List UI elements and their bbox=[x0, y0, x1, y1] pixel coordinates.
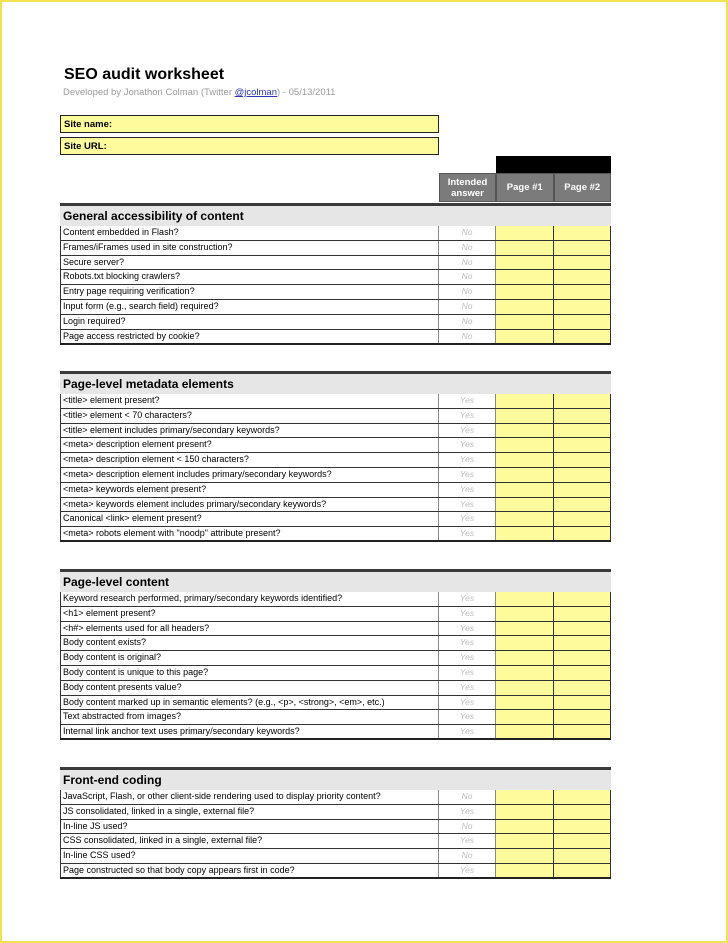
page1-answer-cell[interactable] bbox=[496, 241, 554, 255]
intended-answer-cell: Yes bbox=[439, 805, 496, 819]
site-url-field[interactable] bbox=[60, 137, 439, 155]
page2-answer-cell[interactable] bbox=[554, 424, 612, 438]
question-cell: Canonical <link> element present? bbox=[60, 512, 439, 526]
page1-answer-cell[interactable] bbox=[496, 394, 554, 408]
subtitle-prefix: Developed by Jonathon Colman (Twitter bbox=[63, 87, 235, 98]
page2-answer-cell[interactable] bbox=[554, 820, 612, 834]
table-row bbox=[60, 820, 611, 835]
page2-answer-cell[interactable] bbox=[554, 483, 612, 497]
page1-answer-cell[interactable] bbox=[496, 527, 554, 540]
page1-answer-cell[interactable] bbox=[496, 468, 554, 482]
page2-answer-cell[interactable] bbox=[554, 651, 612, 665]
table-row bbox=[60, 681, 611, 696]
page1-answer-cell[interactable] bbox=[496, 805, 554, 819]
question-cell: Text abstracted from images? bbox=[60, 710, 439, 724]
question-cell: Body content marked up in semantic elements? (e.g., <p>, <strong>, <em>, etc.) bbox=[60, 696, 439, 710]
page1-answer-cell[interactable] bbox=[496, 270, 554, 284]
table-row bbox=[60, 270, 611, 285]
intended-answer-cell: No bbox=[439, 285, 496, 299]
page1-answer-cell[interactable] bbox=[496, 453, 554, 467]
question-cell: Robots.txt blocking crawlers? bbox=[60, 270, 439, 284]
intended-answer-cell: Yes bbox=[439, 592, 496, 606]
question-cell: Frames/iFrames used in site construction? bbox=[60, 241, 439, 255]
table-row bbox=[60, 409, 611, 424]
question-cell: Secure server? bbox=[60, 256, 439, 270]
page2-answer-cell[interactable] bbox=[554, 498, 612, 512]
page2-answer-cell[interactable] bbox=[554, 512, 612, 526]
page2-answer-cell[interactable] bbox=[554, 636, 612, 650]
table-row bbox=[60, 330, 611, 345]
intended-answer-cell: Yes bbox=[439, 394, 496, 408]
table-row bbox=[60, 315, 611, 330]
section bbox=[60, 767, 611, 879]
page1-answer-cell[interactable] bbox=[496, 483, 554, 497]
page2-answer-cell[interactable] bbox=[554, 696, 612, 710]
intended-answer-cell: No bbox=[439, 241, 496, 255]
page1-answer-cell[interactable] bbox=[496, 681, 554, 695]
table-row bbox=[60, 725, 611, 740]
question-cell: <meta> description element present? bbox=[60, 438, 439, 452]
intended-answer-cell: Yes bbox=[439, 498, 496, 512]
table-row bbox=[60, 300, 611, 315]
question-cell: In-line JS used? bbox=[60, 820, 439, 834]
page2-answer-cell[interactable] bbox=[554, 592, 612, 606]
intended-answer-cell: Yes bbox=[439, 725, 496, 738]
question-cell: CSS consolidated, linked in a single, external file? bbox=[60, 834, 439, 848]
page2-answer-cell[interactable] bbox=[554, 285, 612, 299]
section-title: Page-level metadata elements bbox=[60, 371, 611, 394]
section-title: Page-level content bbox=[60, 569, 611, 592]
intended-answer-cell: No bbox=[439, 330, 496, 343]
table-row bbox=[60, 805, 611, 820]
question-cell: Page constructed so that body copy appears first in code? bbox=[60, 864, 439, 877]
page2-answer-cell[interactable] bbox=[554, 790, 612, 804]
table-row bbox=[60, 468, 611, 483]
page1-answer-cell[interactable] bbox=[496, 864, 554, 877]
page2-answer-cell[interactable] bbox=[554, 256, 612, 270]
intended-answer-cell: No bbox=[439, 849, 496, 863]
question-cell: Entry page requiring verification? bbox=[60, 285, 439, 299]
intended-answer-cell: Yes bbox=[439, 622, 496, 636]
page1-answer-cell[interactable] bbox=[496, 651, 554, 665]
question-cell: <title> element present? bbox=[60, 394, 439, 408]
page1-answer-cell[interactable] bbox=[496, 834, 554, 848]
table-row bbox=[60, 834, 611, 849]
page1-answer-cell[interactable] bbox=[496, 512, 554, 526]
site-name-label: Site name: bbox=[64, 119, 113, 130]
page1-answer-cell[interactable] bbox=[496, 710, 554, 724]
question-cell: Body content is unique to this page? bbox=[60, 666, 439, 680]
question-cell: Body content is original? bbox=[60, 651, 439, 665]
intended-answer-cell: Yes bbox=[439, 527, 496, 540]
table-row bbox=[60, 438, 611, 453]
question-cell: <meta> description element < 150 characters? bbox=[60, 453, 439, 467]
page2-answer-cell[interactable] bbox=[554, 241, 612, 255]
table-row bbox=[60, 849, 611, 864]
table-row bbox=[60, 394, 611, 409]
table-row bbox=[60, 592, 611, 607]
page2-answer-cell[interactable] bbox=[554, 725, 612, 738]
question-cell: Internal link anchor text uses primary/secondary keywords? bbox=[60, 725, 439, 738]
page1-header: Page #1 bbox=[496, 173, 554, 202]
table-row bbox=[60, 498, 611, 513]
table-row bbox=[60, 864, 611, 879]
intended-answer-cell: Yes bbox=[439, 409, 496, 423]
page2-answer-cell[interactable] bbox=[554, 409, 612, 423]
table-row bbox=[60, 651, 611, 666]
page2-header: Page #2 bbox=[554, 173, 612, 202]
page2-answer-cell[interactable] bbox=[554, 710, 612, 724]
section-rows bbox=[60, 394, 611, 542]
question-cell: <h#> elements used for all headers? bbox=[60, 622, 439, 636]
question-cell: <meta> keywords element present? bbox=[60, 483, 439, 497]
intended-answer-cell: Yes bbox=[439, 681, 496, 695]
table-row bbox=[60, 226, 611, 241]
intended-answer-cell: Yes bbox=[439, 834, 496, 848]
table-row bbox=[60, 483, 611, 498]
question-cell: <title> element includes primary/secondary keywords? bbox=[60, 424, 439, 438]
page1-answer-cell[interactable] bbox=[496, 285, 554, 299]
page2-answer-cell[interactable] bbox=[554, 226, 612, 240]
question-cell: In-line CSS used? bbox=[60, 849, 439, 863]
page1-answer-cell[interactable] bbox=[496, 790, 554, 804]
table-row bbox=[60, 666, 611, 681]
page2-answer-cell[interactable] bbox=[554, 805, 612, 819]
page-subtitle bbox=[63, 87, 335, 98]
intended-answer-cell: Yes bbox=[439, 468, 496, 482]
table-row bbox=[60, 256, 611, 271]
page2-answer-cell[interactable] bbox=[554, 666, 612, 680]
page1-answer-cell[interactable] bbox=[496, 592, 554, 606]
section bbox=[60, 569, 611, 740]
intended-answer-cell: No bbox=[439, 790, 496, 804]
page2-answer-cell[interactable] bbox=[554, 607, 612, 621]
question-cell: Content embedded in Flash? bbox=[60, 226, 439, 240]
intended-answer-cell: Yes bbox=[439, 666, 496, 680]
section-rows bbox=[60, 592, 611, 740]
column-header-bar bbox=[496, 156, 611, 173]
table-row bbox=[60, 696, 611, 711]
table-row bbox=[60, 241, 611, 256]
page1-answer-cell[interactable] bbox=[496, 696, 554, 710]
page1-answer-cell[interactable] bbox=[496, 725, 554, 738]
page2-answer-cell[interactable] bbox=[554, 864, 612, 877]
question-cell: <meta> robots element with "noodp" attribute present? bbox=[60, 527, 439, 540]
table-row bbox=[60, 527, 611, 542]
intended-answer-cell: Yes bbox=[439, 512, 496, 526]
intended-answer-cell: No bbox=[439, 300, 496, 314]
question-cell: Input form (e.g., search field) required? bbox=[60, 300, 439, 314]
page1-answer-cell[interactable] bbox=[496, 849, 554, 863]
question-cell: <meta> description element includes primary/secondary keywords? bbox=[60, 468, 439, 482]
section bbox=[60, 371, 611, 542]
section-title: Front-end coding bbox=[60, 767, 611, 790]
question-cell: Keyword research performed, primary/secondary keywords identified? bbox=[60, 592, 439, 606]
page2-answer-cell[interactable] bbox=[554, 681, 612, 695]
page2-answer-cell[interactable] bbox=[554, 622, 612, 636]
intended-answer-cell: Yes bbox=[439, 710, 496, 724]
page2-answer-cell[interactable] bbox=[554, 315, 612, 329]
intended-answer-cell: Yes bbox=[439, 438, 496, 452]
table-row bbox=[60, 607, 611, 622]
page2-answer-cell[interactable] bbox=[554, 394, 612, 408]
question-cell: <title> element < 70 characters? bbox=[60, 409, 439, 423]
question-cell: JavaScript, Flash, or other client-side rendering used to display priority content? bbox=[60, 790, 439, 804]
page2-answer-cell[interactable] bbox=[554, 527, 612, 540]
page1-answer-cell[interactable] bbox=[496, 226, 554, 240]
intended-answer-cell: Yes bbox=[439, 424, 496, 438]
table-row bbox=[60, 285, 611, 300]
page2-answer-cell[interactable] bbox=[554, 438, 612, 452]
page2-answer-cell[interactable] bbox=[554, 300, 612, 314]
question-cell: Body content exists? bbox=[60, 636, 439, 650]
page1-answer-cell[interactable] bbox=[496, 330, 554, 343]
page2-answer-cell[interactable] bbox=[554, 270, 612, 284]
page-title: SEO audit worksheet bbox=[64, 66, 225, 83]
question-cell: JS consolidated, linked in a single, external file? bbox=[60, 805, 439, 819]
section-title: General accessibility of content bbox=[60, 203, 611, 226]
site-name-field[interactable] bbox=[60, 115, 439, 133]
section-rows bbox=[60, 226, 611, 345]
intended-answer-cell: No bbox=[439, 256, 496, 270]
page2-answer-cell[interactable] bbox=[554, 834, 612, 848]
page1-answer-cell[interactable] bbox=[496, 409, 554, 423]
question-cell: <h1> element present? bbox=[60, 607, 439, 621]
intended-answer-cell: Yes bbox=[439, 696, 496, 710]
twitter-link[interactable]: @jcolman bbox=[234, 87, 278, 98]
question-cell: Body content presents value? bbox=[60, 681, 439, 695]
page1-answer-cell[interactable] bbox=[496, 300, 554, 314]
intended-answer-cell: Yes bbox=[439, 453, 496, 467]
page1-answer-cell[interactable] bbox=[496, 636, 554, 650]
page1-answer-cell[interactable] bbox=[496, 498, 554, 512]
question-cell: Page access restricted by cookie? bbox=[60, 330, 439, 343]
intended-answer-cell: No bbox=[439, 315, 496, 329]
page1-answer-cell[interactable] bbox=[496, 438, 554, 452]
table-row bbox=[60, 622, 611, 637]
table-row bbox=[60, 790, 611, 805]
intended-answer-cell: No bbox=[439, 270, 496, 284]
section-rows bbox=[60, 790, 611, 879]
intended-header-line1: Intended bbox=[447, 176, 488, 188]
intended-answer-cell: Yes bbox=[439, 607, 496, 621]
table-row bbox=[60, 453, 611, 468]
page1-answer-cell[interactable] bbox=[496, 666, 554, 680]
intended-header-line2: answer bbox=[451, 187, 484, 199]
table-row bbox=[60, 512, 611, 527]
intended-answer-cell: Yes bbox=[439, 636, 496, 650]
page2-answer-cell[interactable] bbox=[554, 330, 612, 343]
page1-answer-cell[interactable] bbox=[496, 622, 554, 636]
section bbox=[60, 203, 611, 345]
table-row bbox=[60, 424, 611, 439]
intended-answer-cell: No bbox=[439, 226, 496, 240]
page1-answer-cell[interactable] bbox=[496, 424, 554, 438]
intended-answer-cell: Yes bbox=[439, 483, 496, 497]
page2-answer-cell[interactable] bbox=[554, 468, 612, 482]
intended-answer-cell: Yes bbox=[439, 864, 496, 877]
table-row bbox=[60, 710, 611, 725]
page1-answer-cell[interactable] bbox=[496, 607, 554, 621]
page1-answer-cell[interactable] bbox=[496, 315, 554, 329]
intended-answer-header bbox=[439, 173, 496, 202]
page2-answer-cell[interactable] bbox=[554, 453, 612, 467]
page1-answer-cell[interactable] bbox=[496, 820, 554, 834]
intended-answer-cell: Yes bbox=[439, 651, 496, 665]
intended-answer-cell: No bbox=[439, 820, 496, 834]
question-cell: Login required? bbox=[60, 315, 439, 329]
page2-answer-cell[interactable] bbox=[554, 849, 612, 863]
site-url-label: Site URL: bbox=[64, 141, 107, 152]
subtitle-suffix: ) - 05/13/2011 bbox=[277, 87, 336, 98]
page1-answer-cell[interactable] bbox=[496, 256, 554, 270]
question-cell: <meta> keywords element includes primary/secondary keywords? bbox=[60, 498, 439, 512]
table-row bbox=[60, 636, 611, 651]
